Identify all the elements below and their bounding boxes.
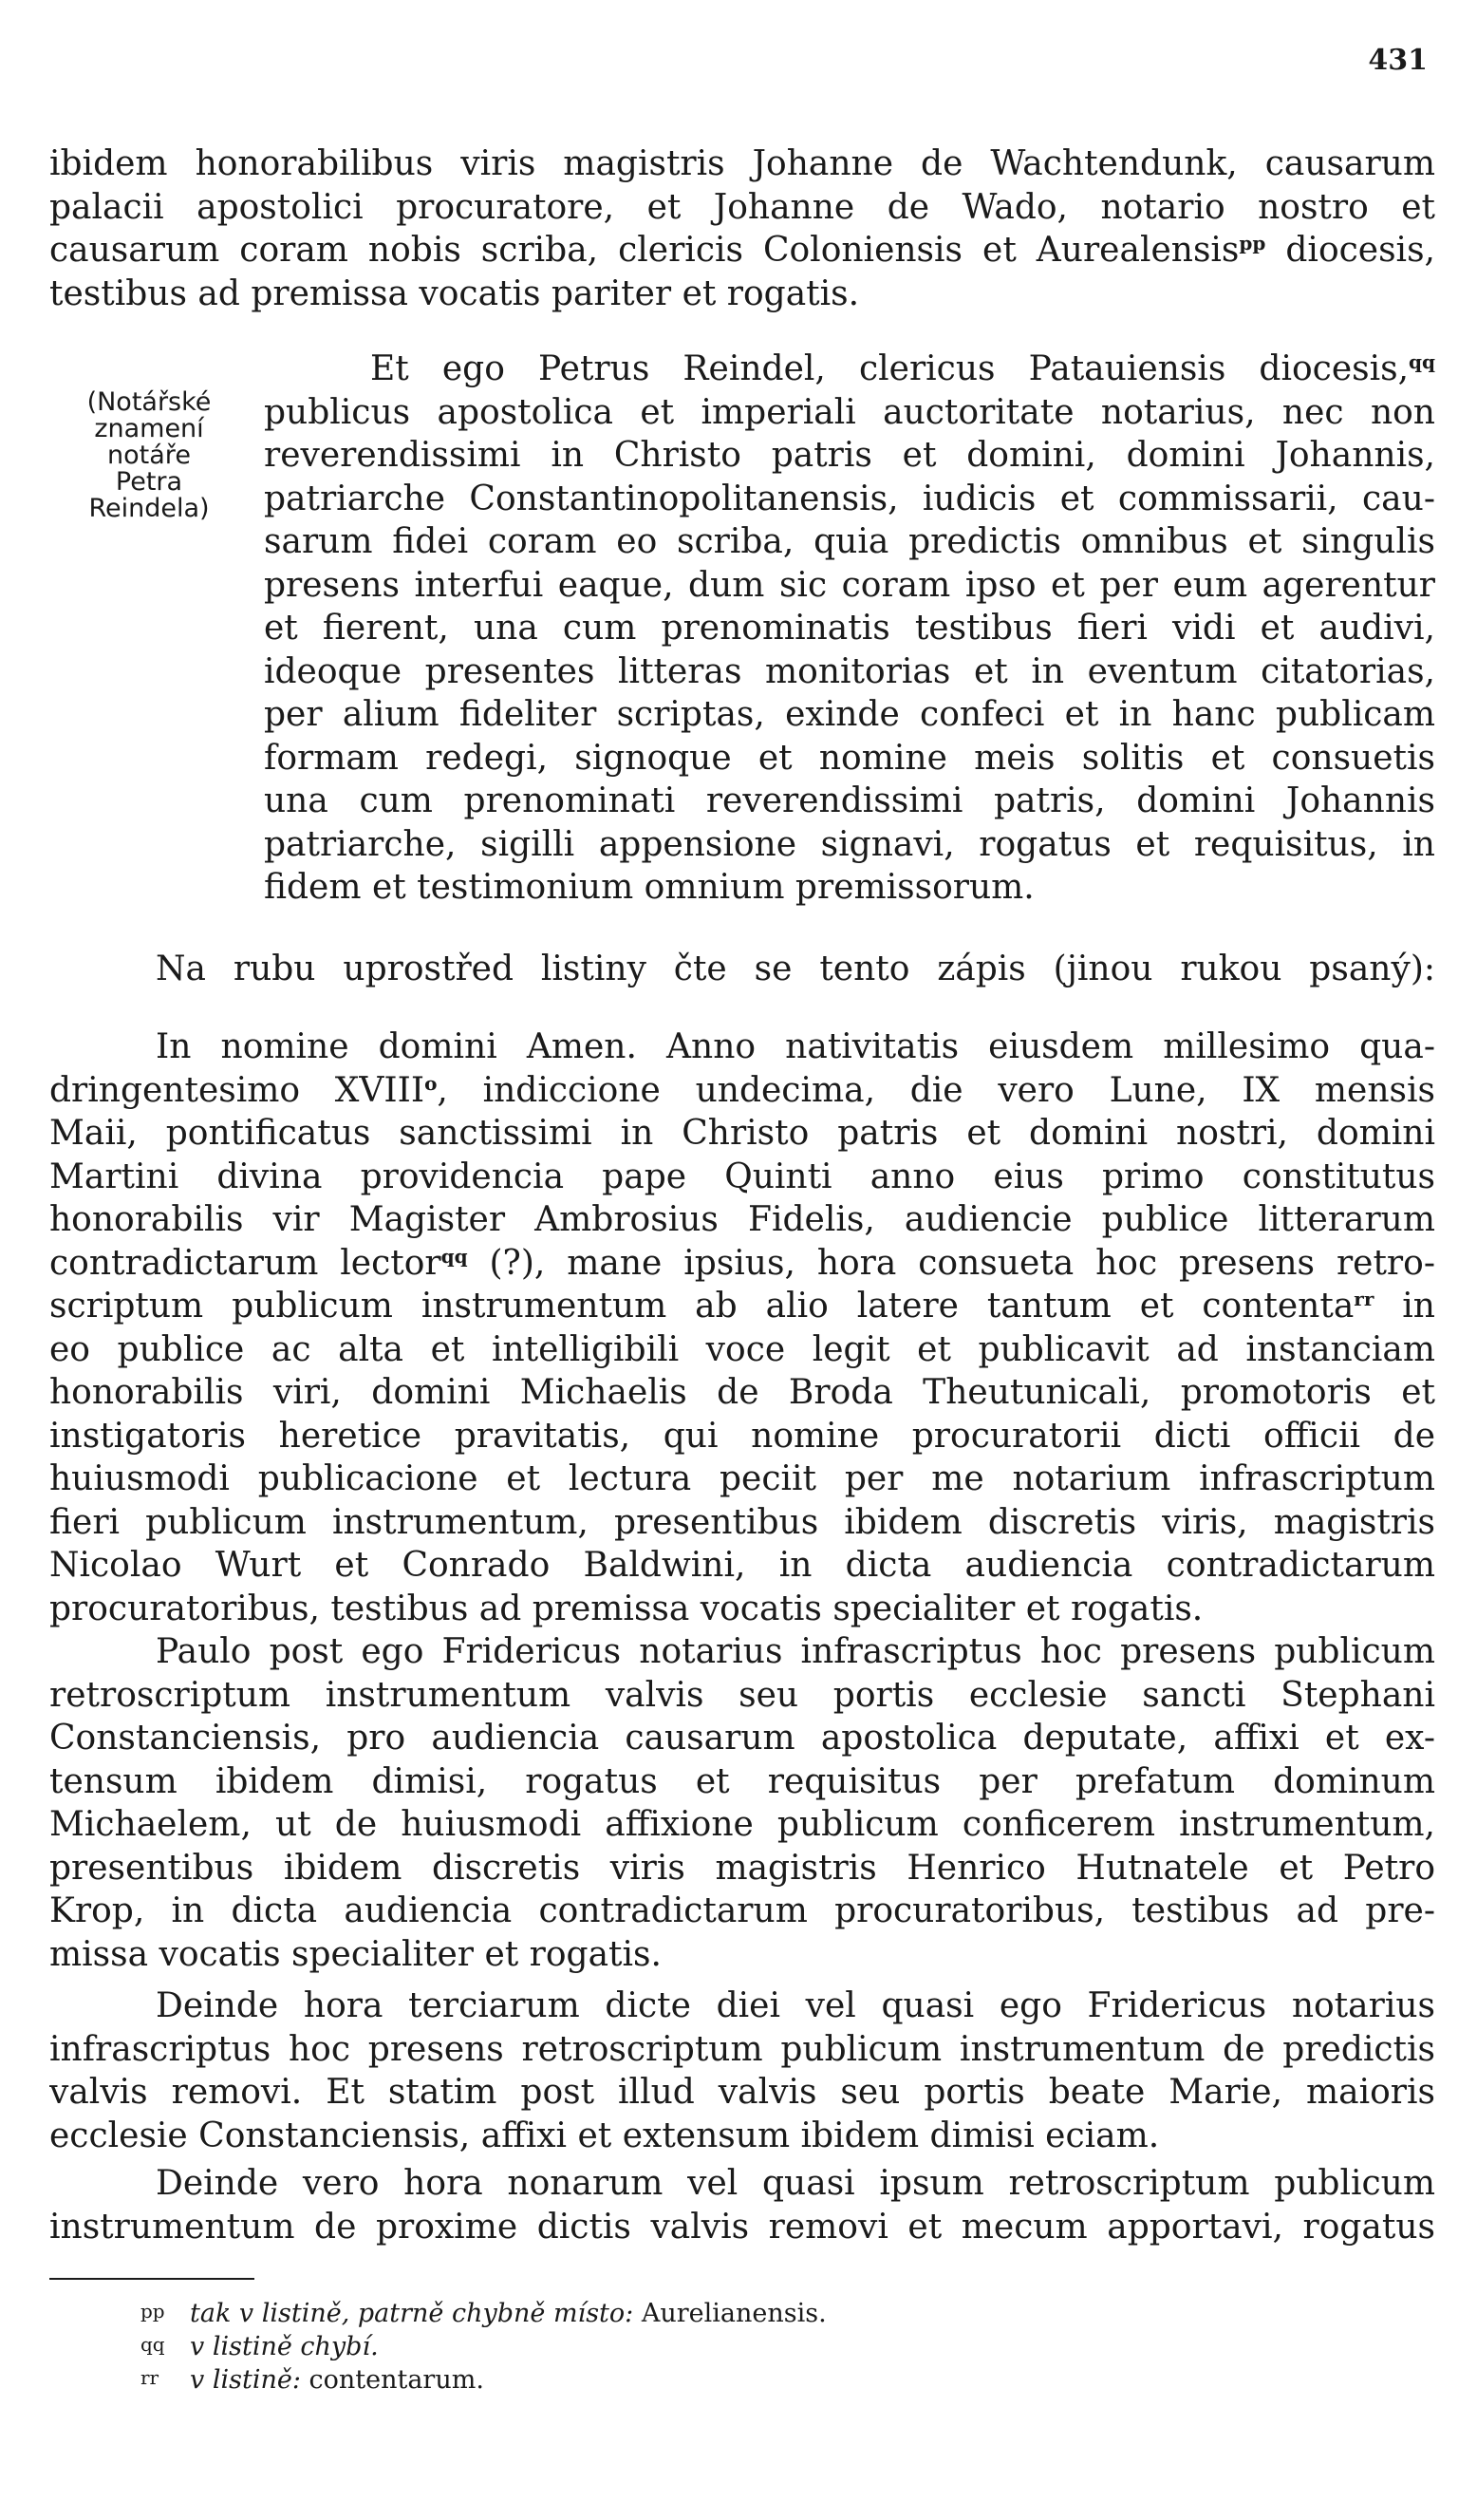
footnote: [140, 2296, 827, 2329]
text-line: [49, 1069, 1435, 1113]
text-line: reverendissimi in Christo patris et domini, domini Johannis,: [264, 436, 1435, 475]
footnote-mark: rr: [1354, 1288, 1374, 1310]
text-line: Deinde vero hora nonarum vel quasi ipsum retroscriptum publicum: [156, 2164, 1435, 2203]
footnote-mark: pp: [1239, 232, 1266, 254]
footnote-text: Aurelianensis.: [633, 2299, 827, 2328]
footnote-mark: qq: [140, 2333, 165, 2356]
footnote-mark: pp: [140, 2300, 165, 2323]
text-line: honorabilis viri, domini Michaelis de Broda Theutunicali, promotoris et: [49, 1373, 1435, 1412]
footnote-mark: rr: [140, 2366, 159, 2389]
text-line: Constanciensis, pro audiencia causarum apostolica deputate, affixi et ex-: [49, 1719, 1435, 1758]
text-segment: causarum coram nobis scriba, clericis Coloniensis et Aurealensis: [49, 231, 1240, 270]
footnote-text: contentarum.: [300, 2365, 484, 2395]
text-line: [49, 1285, 1435, 1328]
text-line: publicus apostolica et imperiali auctoritate notarius, nec non: [264, 392, 1435, 432]
footnote-divider: [49, 2278, 254, 2280]
text-line: Martini divina providencia pape Quinti anno eius primo constitutus: [49, 1157, 1435, 1196]
text-segment: dringentesimo XVIII: [49, 1070, 425, 1110]
text-line: instrumentum de proxime dictis valvis removi et mecum apportavi, rogatus: [49, 2207, 1435, 2247]
text-line: presens interfui eaque, dum sic coram ipso et per eum agerentur: [264, 565, 1435, 605]
text-line: formam redegi, signoque et nomine meis solitis et consuetis: [264, 738, 1435, 778]
text-line: procuratoribus, testibus ad premissa vocatis specialiter et rogatis.: [49, 1589, 1204, 1628]
text-line: [49, 229, 1435, 273]
footnote-mark: qq: [1409, 350, 1435, 373]
text-segment: scriptum publicum instrumentum ab alio latere tantum et contenta: [49, 1287, 1355, 1326]
footnote-mark: qq: [440, 1244, 468, 1268]
text-line: instigatoris heretice pravitatis, qui nomine procuratorii dicti officii de: [49, 1416, 1435, 1456]
margin-note-line: (Notářské: [86, 387, 212, 417]
text-segment: contradictarum lector: [49, 1243, 441, 1283]
dorsal-note-heading: [49, 948, 1435, 991]
text-line: [49, 1242, 1435, 1286]
text-segment: Et ego Petrus Reindel, clericus Patauiensis diocesis,: [370, 349, 1410, 388]
margin-note-line: Reindela): [88, 494, 210, 523]
footnote: [140, 2329, 827, 2362]
text-line: ideoque presentes litteras monitorias et in eventum citatorias,: [264, 651, 1435, 691]
paragraph-affixing: [49, 1630, 1435, 1976]
text-line: patriarche, sigilli appensione signavi, rogatus et requisitus, in: [264, 824, 1435, 864]
text-line: Na rubu uprostřed listiny čte se tento zápis (jinou rukou psaný):: [156, 950, 1435, 988]
text-line: Nicolao Wurt et Conrado Baldwini, in dicta audiencia contradictarum: [49, 1546, 1435, 1585]
text-line: una cum prenominati reverendissimi patris, domini Johannis: [264, 781, 1435, 820]
text-line: fidem et testimonium omnium premissorum.: [264, 868, 1035, 907]
text-segment: diocesis,: [1265, 231, 1435, 270]
text-line: [264, 348, 1435, 391]
text-line: ecclesie Constanciensis, affixi et extensum ibidem dimisi eciam.: [49, 2116, 1160, 2155]
text-line: valvis removi. Et statim post illud valvis seu portis beate Marie, maioris: [49, 2073, 1435, 2112]
paragraph-notary-attestation: [264, 348, 1435, 910]
text-line: missa vocatis specialiter et rogatis.: [49, 1934, 662, 1974]
text-line: ibidem honorabilibus viris magistris Johanne de Wachtendunk, causarum: [49, 144, 1435, 183]
text-segment: in: [1374, 1287, 1435, 1326]
text-line: In nomine domini Amen. Anno nativitatis eiusdem millesimo qua-: [156, 1027, 1435, 1066]
footnote: [140, 2362, 827, 2396]
margin-note: [49, 389, 249, 522]
text-segment: , indiccione undecima, die vero Lune, IX mensis: [437, 1070, 1435, 1110]
text-line: testibus ad premissa vocatis pariter et rogatis.: [49, 273, 860, 313]
text-line: huiusmodi publicacione et lectura peciit per me notarium infrascriptum: [49, 1459, 1435, 1498]
text-line: et fierent, una cum prenominatis testibus fieri vidi et audivi,: [264, 609, 1435, 648]
page-number: 431: [1368, 44, 1428, 77]
text-segment: (?), mane ipsius, hora consueta hoc presens retro-: [467, 1243, 1435, 1283]
text-line: Maii, pontificatus sanctissimi in Christo patris et domini nostri, domini: [49, 1114, 1435, 1153]
text-line: Deinde hora terciarum dicte diei vel quasi ego Fridericus notarius: [156, 1986, 1435, 2025]
text-line: eo publice ac alta et intelligibili voce legit et publicavit ad instanciam: [49, 1329, 1435, 1369]
margin-note-line: Petra: [115, 467, 183, 497]
text-line: Michaelem, ut de huiusmodi affixione publicum conficerem instrumentum,: [49, 1805, 1435, 1844]
text-line: sarum fidei coram eo scriba, quia predictis omnibus et singulis: [264, 522, 1435, 561]
footnote-italic: v listině:: [190, 2365, 301, 2395]
text-line: patriarche Constantinopolitanensis, iudicis et commissarii, cau-: [264, 479, 1435, 518]
text-line: palacii apostolici procuratore, et Johanne de Wado, notario nostro et: [49, 187, 1435, 227]
text-line: honorabilis vir Magister Ambrosius Fidelis, audiencie publice litterarum: [49, 1200, 1435, 1239]
text-line: per alium fideliter scriptas, exinde confeci et in hanc publicam: [264, 695, 1435, 734]
text-line: tensum ibidem dimisi, rogatus et requisitus per prefatum dominum: [49, 1761, 1435, 1801]
paragraph-dorsal-record: [49, 1025, 1435, 1630]
paragraph-removal: [49, 1984, 1435, 2157]
text-line: fieri publicum instrumentum, presentibus ibidem discretis viris, magistris: [49, 1502, 1435, 1542]
paragraph-final: [49, 2162, 1435, 2248]
footnote-italic: v listině chybí.: [190, 2332, 379, 2361]
margin-note-line: znamení: [94, 414, 204, 443]
text-line: infrascriptus hoc presens retroscriptum publicum instrumentum de predictis: [49, 2029, 1435, 2069]
paragraph-witnesses: [49, 142, 1435, 315]
superscript: o: [424, 1071, 438, 1095]
text-line: Paulo post ego Fridericus notarius infrascriptus hoc presens publicum: [156, 1632, 1435, 1671]
text-line: presentibus ibidem discretis viris magistris Henrico Hutnatele et Petro: [49, 1848, 1435, 1888]
footnote-italic: tak v listině, patrně chybně místo:: [190, 2299, 634, 2328]
margin-note-line: notáře: [107, 441, 191, 470]
text-line: retroscriptum instrumentum valvis seu portis ecclesie sancti Stephani: [49, 1675, 1435, 1715]
text-line: Krop, in dicta audiencia contradictarum procuratoribus, testibus ad pre-: [49, 1891, 1435, 1930]
footnotes: [140, 2296, 827, 2396]
